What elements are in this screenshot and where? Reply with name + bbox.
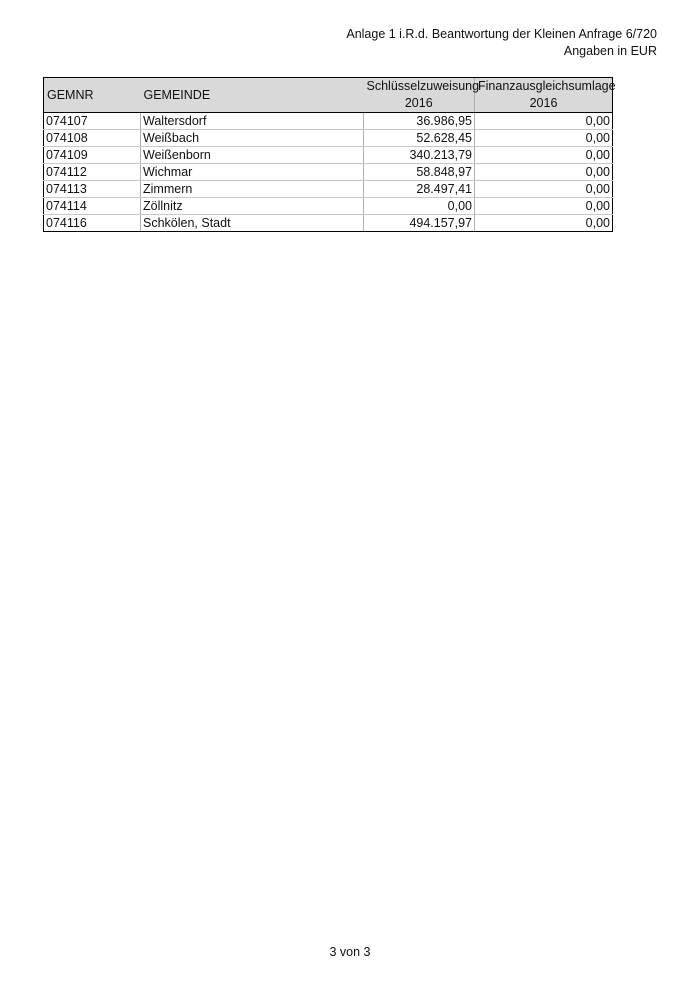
cell-finanzausgleichsumlage: 0,00 bbox=[475, 215, 613, 232]
table-row bbox=[44, 164, 613, 181]
cell-finanzausgleichsumlage: 0,00 bbox=[475, 113, 613, 130]
cell-gemnr: 074109 bbox=[44, 147, 141, 164]
cell-gemeinde: Weißenborn bbox=[141, 147, 364, 164]
cell-gemeinde: Zöllnitz bbox=[141, 198, 364, 215]
cell-gemeinde: Waltersdorf bbox=[141, 113, 364, 130]
table-row bbox=[44, 130, 613, 147]
column-header-gemnr: GEMNR bbox=[44, 78, 141, 113]
table-body bbox=[44, 113, 613, 232]
cell-gemnr: 074116 bbox=[44, 215, 141, 232]
column-header-finanzausgleichsumlage: Finanzausgleichsumlage bbox=[475, 78, 613, 96]
cell-schluesselzuweisung: 36.986,95 bbox=[364, 113, 475, 130]
data-table bbox=[43, 77, 616, 232]
cell-gemeinde: Weißbach bbox=[141, 130, 364, 147]
cell-gemeinde: Schkölen, Stadt bbox=[141, 215, 364, 232]
cell-gemnr: 074114 bbox=[44, 198, 141, 215]
cell-gemeinde: Zimmern bbox=[141, 181, 364, 198]
table-row bbox=[44, 181, 613, 198]
cell-finanzausgleichsumlage: 0,00 bbox=[475, 147, 613, 164]
page-number: 3 von 3 bbox=[329, 945, 371, 959]
table-row bbox=[44, 215, 613, 232]
cell-schluesselzuweisung: 28.497,41 bbox=[364, 181, 475, 198]
cell-gemnr: 074112 bbox=[44, 164, 141, 181]
table-row bbox=[44, 113, 613, 130]
column-header-schluesselzuweisung: Schlüsselzuweisung bbox=[364, 78, 475, 96]
cell-gemnr: 074113 bbox=[44, 181, 141, 198]
cell-finanzausgleichsumlage: 0,00 bbox=[475, 181, 613, 198]
header-title: Anlage 1 i.R.d. Beantwortung der Kleinen Anfrage 6/720 bbox=[346, 27, 657, 41]
cell-gemnr: 074108 bbox=[44, 130, 141, 147]
cell-gemeinde: Wichmar bbox=[141, 164, 364, 181]
cell-schluesselzuweisung: 340.213,79 bbox=[364, 147, 475, 164]
cell-schluesselzuweisung: 52.628,45 bbox=[364, 130, 475, 147]
header-unit: Angaben in EUR bbox=[563, 44, 657, 58]
column-header-schluessel-year: 2016 bbox=[364, 95, 475, 113]
cell-finanzausgleichsumlage: 0,00 bbox=[475, 164, 613, 181]
table-row bbox=[44, 198, 613, 215]
cell-gemnr: 074107 bbox=[44, 113, 141, 130]
cell-schluesselzuweisung: 58.848,97 bbox=[364, 164, 475, 181]
cell-schluesselzuweisung: 0,00 bbox=[364, 198, 475, 215]
cell-schluesselzuweisung: 494.157,97 bbox=[364, 215, 475, 232]
table-header bbox=[44, 78, 616, 113]
table-row bbox=[44, 147, 613, 164]
cell-finanzausgleichsumlage: 0,00 bbox=[475, 130, 613, 147]
column-header-finanz-year: 2016 bbox=[475, 95, 613, 113]
document-header bbox=[346, 26, 657, 60]
column-header-gemeinde: GEMEINDE bbox=[141, 78, 364, 113]
cell-finanzausgleichsumlage: 0,00 bbox=[475, 198, 613, 215]
